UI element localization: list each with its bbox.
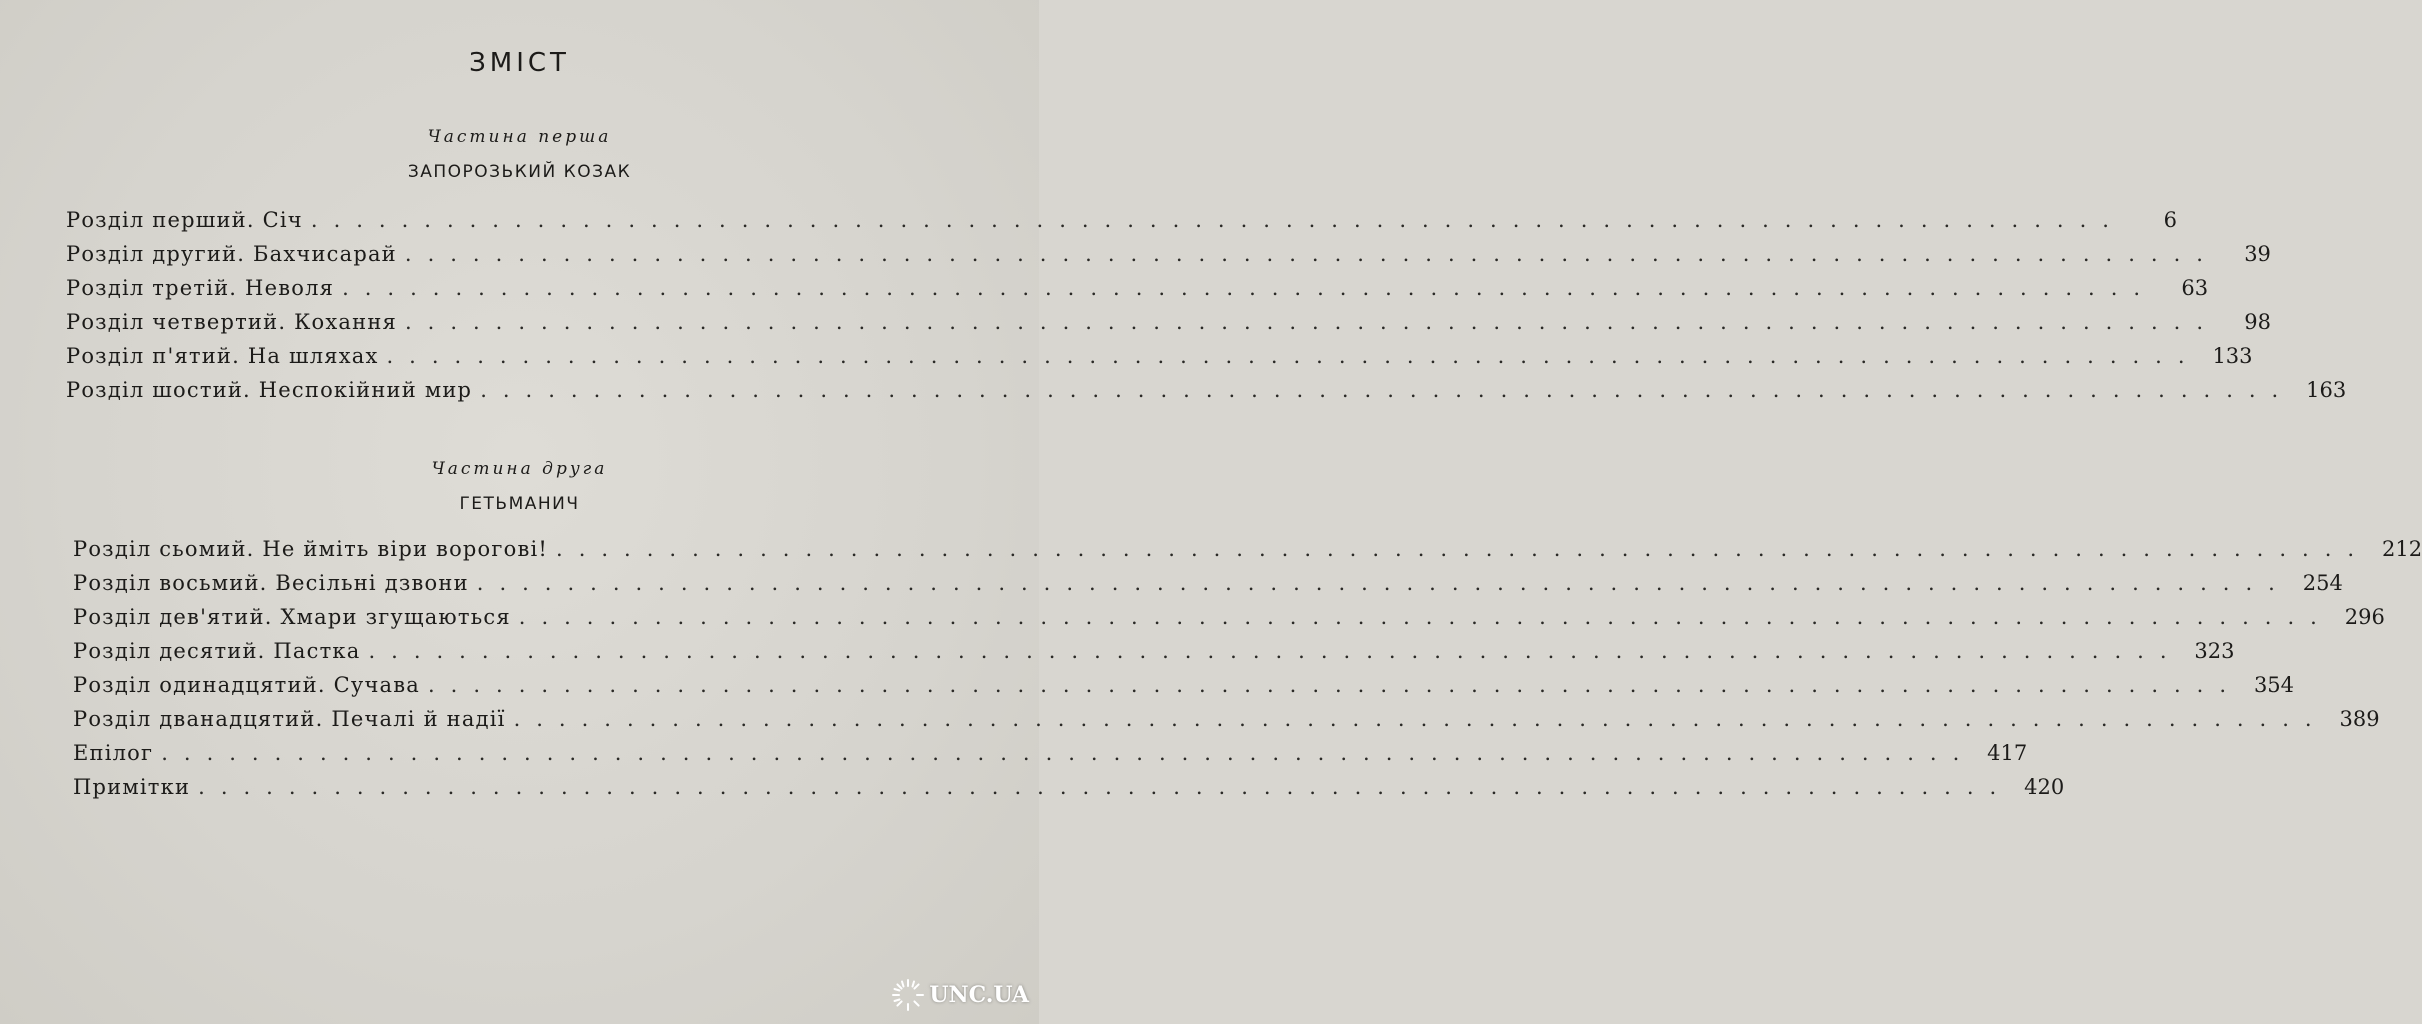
dot-leader: ................................................................................	[368, 639, 2183, 663]
toc-entry-page: 6	[2163, 208, 2177, 232]
toc-entry-label: Розділ дев'ятий. Хмари згущаються	[73, 605, 511, 629]
toc-entry-page: 212	[2381, 537, 2422, 561]
dot-leader: ................................................................................	[198, 775, 2013, 799]
toc-entry-label: Розділ п'ятий. На шляхах	[66, 344, 379, 368]
toc-entry-label: Розділ третій. Неволя	[66, 276, 335, 300]
page-title: ЗМІСТ	[469, 48, 570, 78]
dot-leader: ................................................................................	[310, 208, 2125, 232]
toc-entry	[66, 310, 2272, 344]
toc-entry-page: 354	[2253, 673, 2295, 697]
toc-entry-label: Розділ перший. Січ	[66, 208, 303, 232]
dot-leader: ................................................................................	[518, 605, 2333, 629]
toc-entry	[73, 571, 2343, 605]
part-two-label: Частина друга	[431, 459, 608, 479]
toc-entry-label: Примітки	[73, 775, 191, 799]
dot-leader: ................................................................................	[161, 741, 1976, 765]
part-one-label: Частина перша	[427, 127, 612, 147]
dot-leader: ................................................................................	[480, 378, 2295, 402]
toc-entry-page: 133	[2212, 344, 2253, 368]
dot-leader: ................................................................................	[342, 276, 2157, 300]
toc-entry-label: Епілог	[73, 741, 154, 765]
toc-entry	[73, 605, 2385, 639]
part-two-title: ГЕТЬМАНИЧ	[459, 494, 580, 514]
watermark-text: UNC.UA	[929, 982, 1029, 1008]
toc-entry-page: 389	[2339, 707, 2380, 731]
toc-entry-page: 98	[2244, 310, 2272, 334]
dot-leader: ................................................................................	[428, 673, 2243, 697]
toc-entry	[73, 639, 2235, 673]
part-one-title: ЗАПОРОЗЬКИЙ КОЗАК	[407, 162, 632, 182]
toc-entry-label: Розділ четвертий. Кохання	[66, 310, 397, 334]
toc-entry-page: 417	[1987, 741, 2028, 765]
dot-leader: ................................................................................	[476, 571, 2291, 595]
toc-entry-label: Розділ одинадцятий. Сучава	[73, 673, 420, 697]
toc-entry	[66, 276, 2209, 310]
dot-leader: ................................................................................	[386, 344, 2201, 368]
toc-entry-page: 420	[2024, 775, 2065, 799]
toc-entry-page: 63	[2181, 276, 2209, 300]
toc-entry	[66, 344, 2253, 378]
dot-leader: ................................................................................	[404, 310, 2220, 334]
toc-entry-label: Розділ восьмий. Весільні дзвони	[73, 571, 469, 595]
toc-entry	[66, 242, 2271, 276]
toc-entry	[66, 208, 2177, 242]
toc-entry-page: 39	[2244, 242, 2271, 266]
watermark-logo	[891, 978, 1029, 1012]
toc-entry-page: 254	[2302, 571, 2343, 595]
toc-entry-page: 296	[2344, 605, 2385, 629]
toc-entry-label: Розділ шостий. Неспокійний мир	[66, 378, 473, 402]
toc-part-two	[73, 537, 2422, 809]
toc-entry	[73, 775, 2065, 809]
toc-entry-label: Розділ десятий. Пастка	[73, 639, 361, 663]
toc-entry	[73, 537, 2422, 571]
toc-entry	[66, 378, 2347, 412]
toc-entry-page: 163	[2306, 378, 2347, 402]
sun-burst-icon	[891, 978, 925, 1012]
dot-leader: ................................................................................	[513, 707, 2328, 731]
toc-entry-label: Розділ дванадцятий. Печалі й надії	[73, 707, 506, 731]
toc-entry-label: Розділ другий. Бахчисарай	[66, 242, 397, 266]
toc-part-one	[66, 208, 2347, 412]
dot-leader: ................................................................................	[404, 242, 2219, 266]
toc-entry-label: Розділ сьомий. Не йміть віри ворогові!	[73, 537, 549, 561]
toc-entry	[73, 741, 2028, 775]
toc-entry	[73, 673, 2295, 707]
toc-entry	[73, 707, 2380, 741]
toc-entry-page: 323	[2194, 639, 2235, 663]
dot-leader: ................................................................................	[556, 537, 2371, 561]
